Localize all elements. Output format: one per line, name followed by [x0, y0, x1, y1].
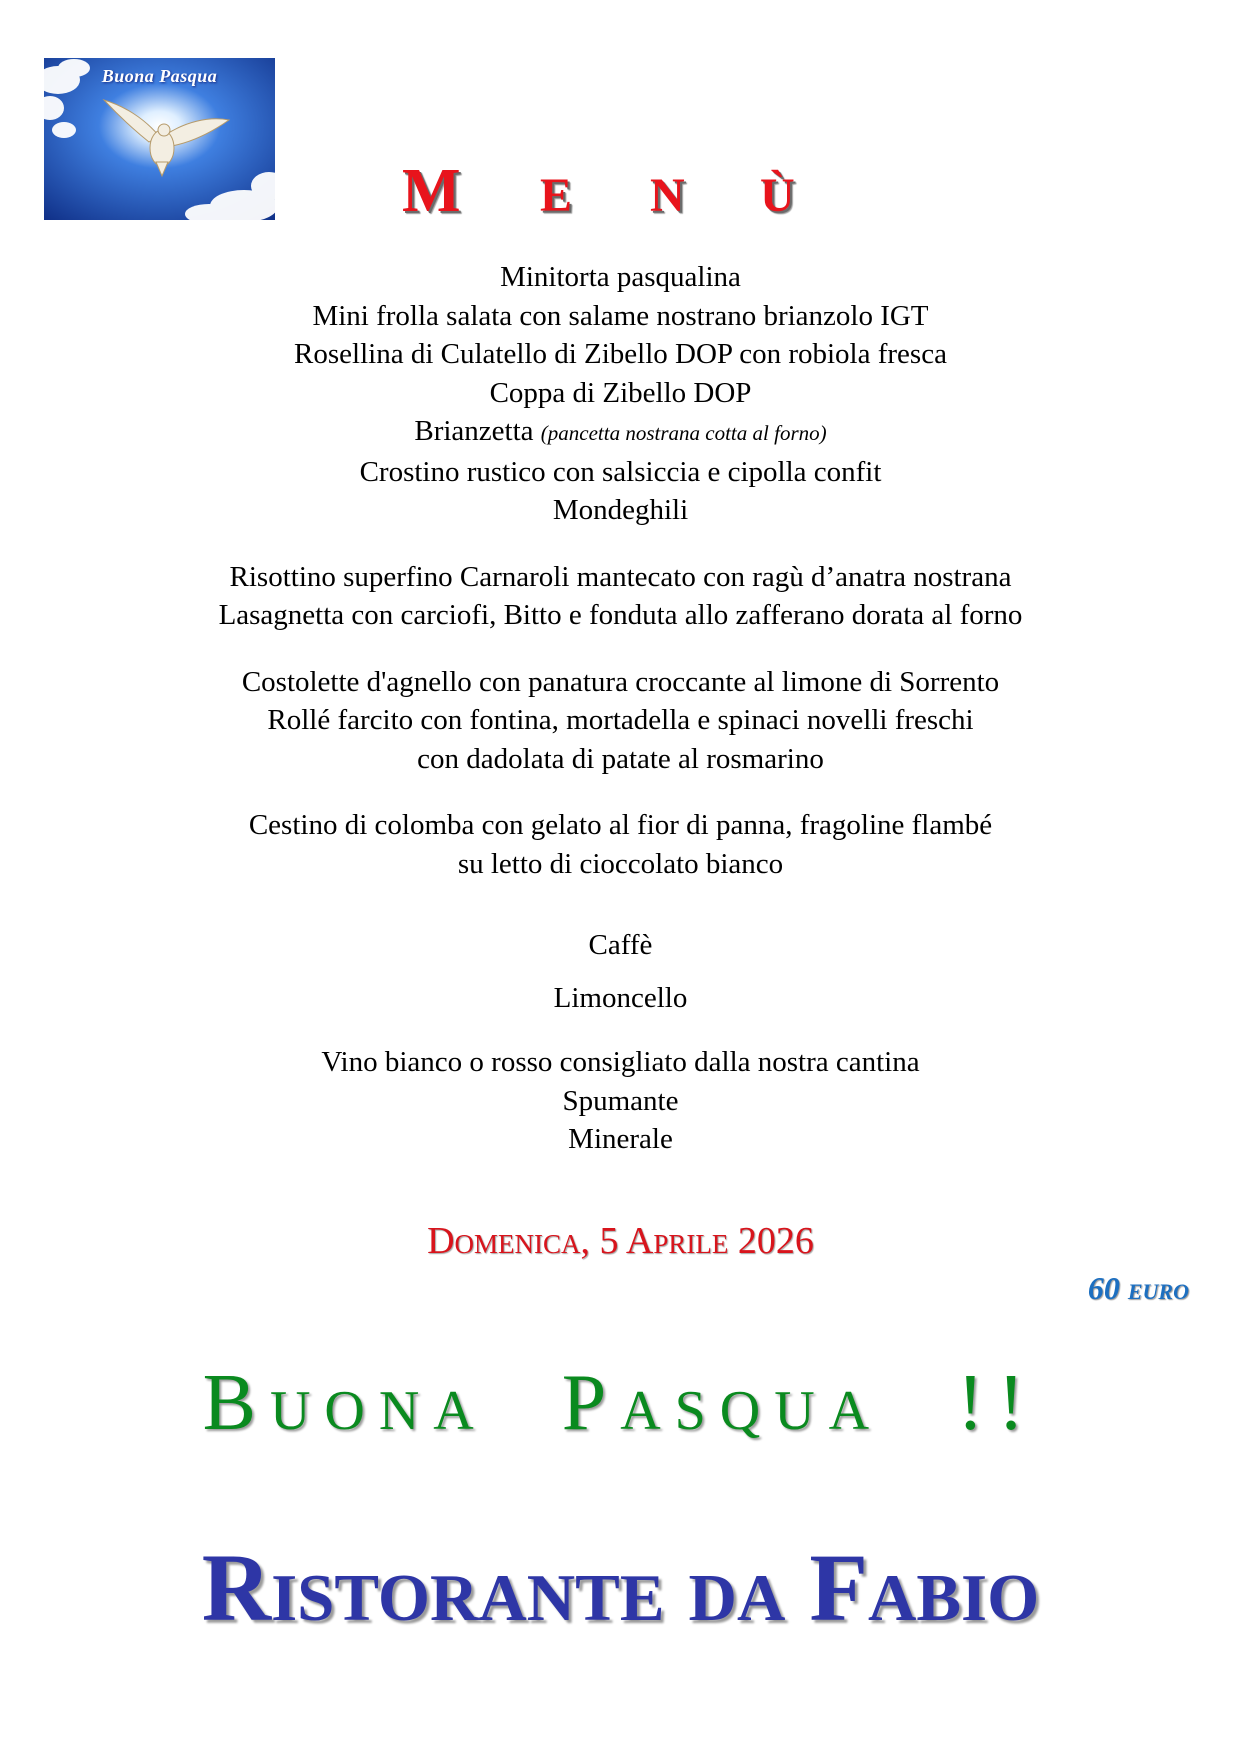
- logo-caption: Buona Pasqua: [101, 66, 218, 86]
- menu-item: Risottino superfino Carnaroli mantecato con ragù d’anatra nostrana: [229, 560, 1012, 593]
- menu-item: Vino bianco o rosso consigliato dalla nostra cantina: [321, 1046, 920, 1078]
- menu-title-letter: M: [402, 157, 461, 225]
- digestivo-section: [0, 979, 1241, 1018]
- menu-item: Rosellina di Culatello di Zibello DOP con robiola fresca: [294, 338, 947, 370]
- menu-item: con dadolata di patate al rosmarino: [417, 742, 824, 775]
- event-price: 60 euro: [1087, 1270, 1189, 1306]
- menu-item: Crostino rustico con salsiccia e cipolla confit: [359, 455, 882, 488]
- menu-item: Mini frolla salata con salame nostrano brianzolo IGT: [312, 299, 929, 332]
- menu-item: Minerale: [568, 1123, 673, 1155]
- dolci-section: [0, 806, 1241, 883]
- menu-title-letter: N: [650, 169, 685, 222]
- menu-item: Caffè: [588, 929, 653, 961]
- primi-section: [0, 558, 1241, 635]
- bevande-section: [0, 1043, 1241, 1159]
- menu-item: Rollé farcito con fontina, mortadella e spinaci novelli freschi: [267, 704, 974, 736]
- menu-title-letter: E: [540, 169, 573, 222]
- easter-greeting: Buona Pasqua !!: [202, 1359, 1039, 1447]
- restaurant-name: Ristorante da Fabio: [201, 1534, 1040, 1641]
- menu-item: Coppa di Zibello DOP: [489, 376, 752, 409]
- menu-item: Cestino di colomba con gelato al fior di panna, fragoline flambé: [248, 809, 993, 841]
- menu-title-letter: Ù: [760, 169, 795, 222]
- menu-item: Limoncello: [553, 981, 688, 1014]
- menu-item: Mondeghili: [552, 494, 689, 526]
- menu-item: Lasagnetta con carciofi, Bitto e fonduta allo zafferano dorata al forno: [218, 599, 1023, 631]
- event-date: Domenica, 5 Aprile 2026: [427, 1220, 814, 1262]
- antipasti-section: [0, 258, 1241, 530]
- menu-item: Costolette d'agnello con panatura croccante al limone di Sorrento: [241, 665, 1000, 698]
- menu-item: Minitorta pasqualina: [500, 261, 741, 293]
- menu-item: su letto di cioccolato bianco: [457, 847, 784, 880]
- menu-item-note: (pancetta nostrana cotta al forno): [540, 421, 827, 445]
- menu-item: [0, 412, 1241, 453]
- secondi-section: [0, 663, 1241, 779]
- menu-item-name: Brianzetta: [414, 415, 541, 447]
- menu-content: [0, 258, 1241, 1159]
- menu-title: [0, 157, 1241, 240]
- caffe-section: [0, 926, 1241, 965]
- menu-item: Spumante: [562, 1084, 679, 1117]
